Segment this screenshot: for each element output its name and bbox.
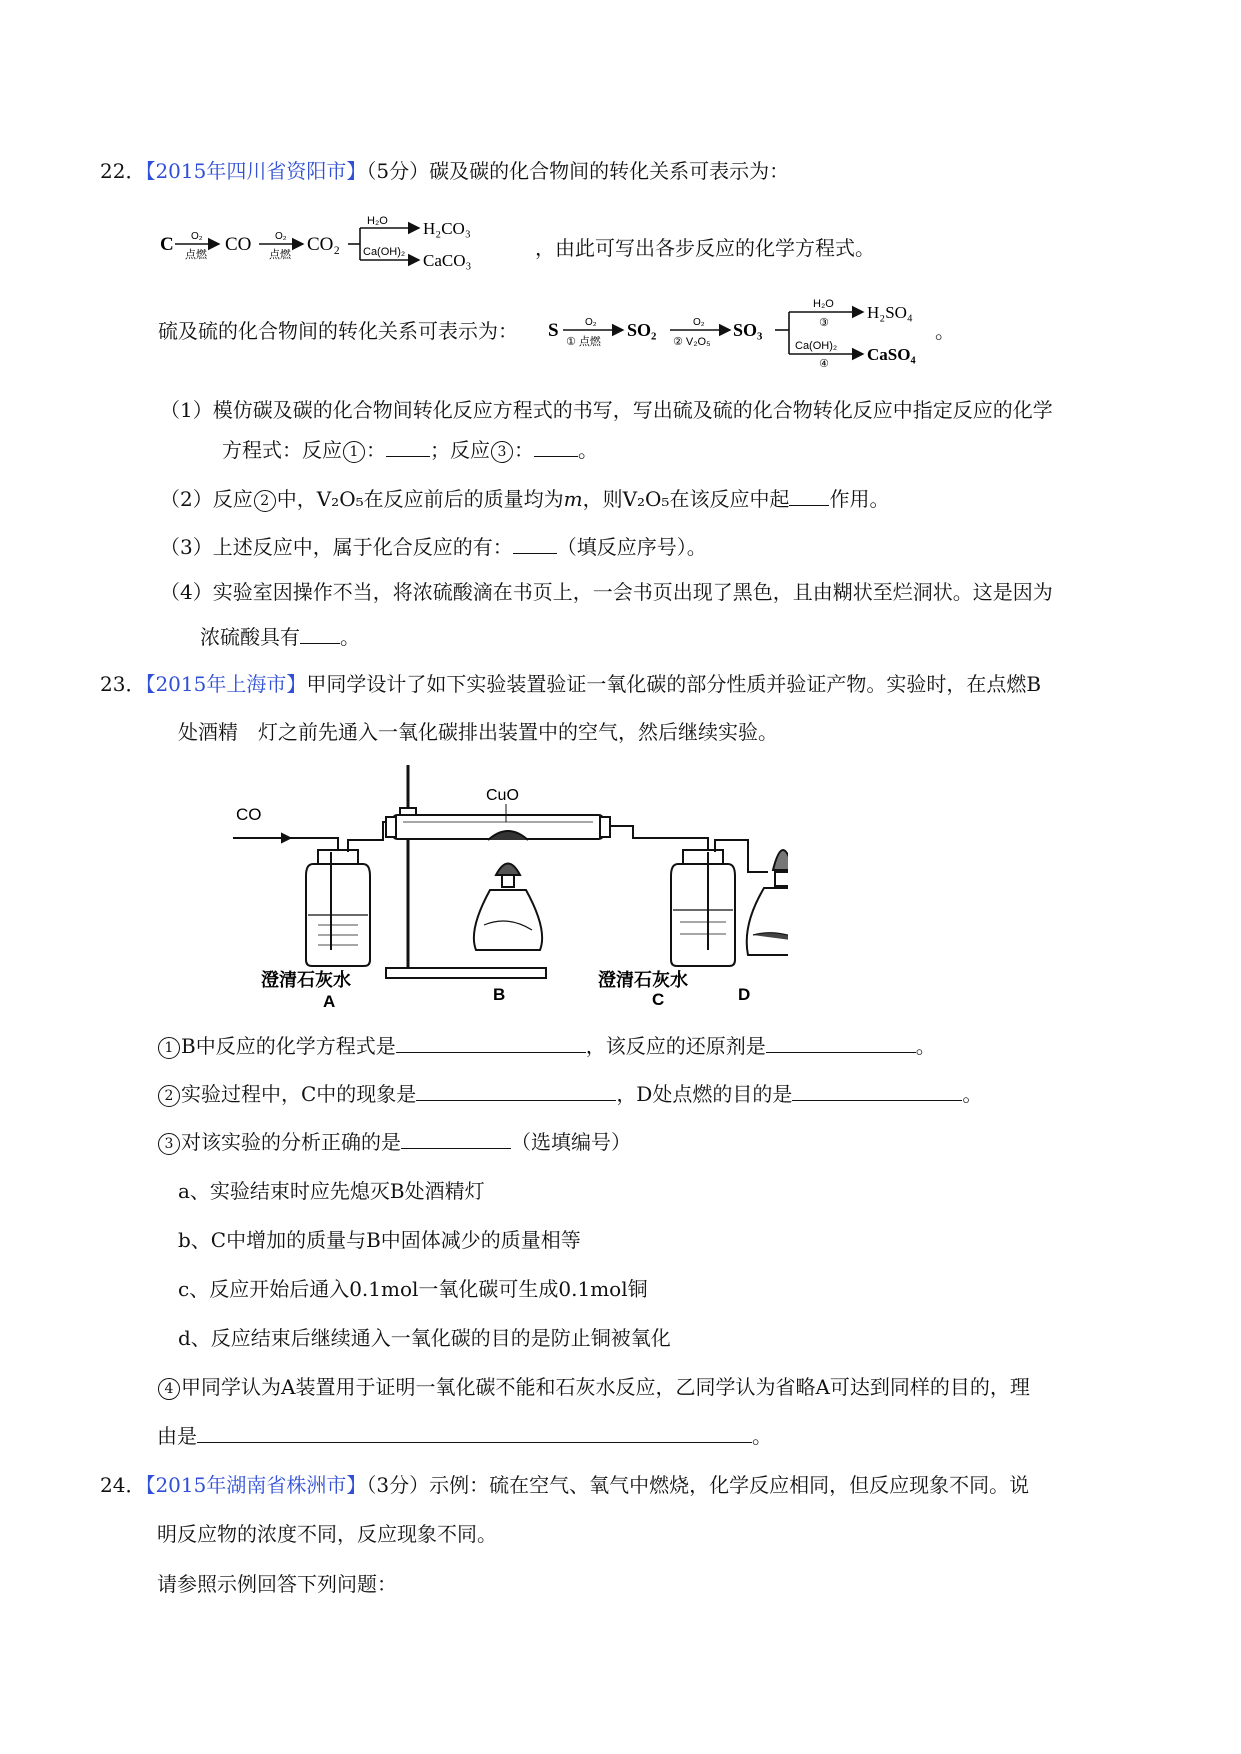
bottle-c	[671, 864, 735, 966]
q22-heading	[100, 157, 789, 185]
circle-num: 1	[343, 441, 365, 463]
sulfur-o2-b: O₂	[693, 317, 705, 328]
bottle-a-stopper	[318, 850, 358, 864]
o2-label-a: O₂	[191, 231, 203, 242]
q23-s4-line1: 4 甲同学认为A装置用于证明一氧化碳不能和石灰水反应，乙同学认为省略A可达到同样的目的，理	[157, 1373, 1030, 1401]
answer-blank	[386, 436, 430, 457]
inlet-tube	[290, 838, 338, 850]
sulfur-so3-label: SO₃	[733, 320, 763, 340]
limewater-c-label: 澄清石灰水	[598, 970, 688, 990]
q22-p3: （3）上述反应中，属于化合反应的有： （填反应序号）。	[160, 535, 707, 559]
label-b: B	[493, 985, 506, 1004]
q23-option-c: c、反应开始后通入0.1mol一氧化碳可生成0.1mol铜	[178, 1277, 648, 1301]
carbon-co2-label: CO₂	[307, 234, 341, 255]
fire-label-b: 点燃	[269, 249, 291, 261]
answer-blank	[300, 623, 340, 644]
circle-num: 3	[158, 1133, 180, 1155]
q22-p4-line1: （4）实验室因操作不当，将浓硫酸滴在书页上，一会书页出现了黑色，且由糊状至烂洞状。这是因为	[160, 580, 1053, 604]
q23-option-a: a、实验结束时应先熄灭B处酒精灯	[178, 1179, 485, 1203]
q22-p1-line2: 方程式：反应 1 ： ；反应 3 ： 。	[222, 438, 598, 462]
q24-source: 【2015年湖南省株洲市】	[145, 1473, 367, 1497]
q23-heading: 23．【2015年上海市】甲同学设计了如下实验装置验证一氧化碳的部分性质并验证产物。实验时，在点燃B	[100, 672, 1042, 696]
q22-p2: （2）反应 2 中，V₂O₅在反应前后的质量均为m，则V₂O₅在该反应中起 作用。	[160, 487, 890, 511]
carbon-c-label: C	[160, 234, 174, 255]
answer-blank	[401, 1128, 511, 1149]
circle-num: 2	[158, 1085, 180, 1107]
sulfur-mark4: ④	[819, 358, 829, 370]
flame-b	[496, 864, 520, 876]
answer-blank	[513, 533, 557, 554]
q23-option-b: b、C中增加的质量与B中固体减少的质量相等	[178, 1228, 581, 1252]
fire-label-a: 点燃	[185, 249, 207, 261]
answer-blank	[396, 1032, 586, 1053]
answer-blank	[534, 436, 578, 457]
q22-score: （5分）	[366, 159, 430, 183]
q23-option-d: d、反应结束后继续通入一氧化碳的目的是防止铜被氧化	[178, 1326, 671, 1350]
circle-num: 1	[158, 1037, 180, 1059]
o2-label-b: O₂	[275, 231, 287, 242]
carbon-scheme-diagram	[155, 212, 535, 270]
q24-ask: 请参照示例回答下列问题：	[157, 1572, 397, 1596]
answer-blank	[789, 485, 829, 506]
answer-blank	[197, 1422, 752, 1443]
label-d: D	[738, 985, 751, 1004]
cuo-label: CuO	[486, 787, 519, 804]
sulfur-cond-a: ① 点燃	[566, 336, 601, 348]
h2co3-label: H₂CO₃	[423, 219, 471, 238]
q24-stem-line2: 明反应物的浓度不同，反应现象不同。	[157, 1522, 497, 1546]
co-label: CO	[236, 805, 262, 824]
sulfur-after: 。	[935, 319, 955, 343]
q22-number: 22．	[100, 159, 146, 183]
label-c: C	[652, 990, 665, 1009]
carbon-co-label: CO	[225, 234, 252, 255]
h2o-label: H₂O	[367, 215, 388, 227]
q23-source: 【2015年上海市】	[145, 672, 307, 696]
caso4-label: CaSO₄	[867, 345, 916, 364]
q23-stem-line2: 处酒精 灯之前先通入一氧化碳排出装置中的空气，然后继续实验。	[178, 720, 778, 744]
sulfur-so2-label: SO₂	[627, 320, 657, 340]
label-a: A	[323, 992, 336, 1010]
q24-heading: 24．【2015年湖南省株洲市】（3分）示例：硫在空气、氧气中燃烧，化学反应相同，但反应现象不同。说	[100, 1473, 1030, 1497]
limewater-a-label: 澄清石灰水	[261, 970, 351, 990]
q23-s3: 3 对该实验的分析正确的是 （选填编号）	[157, 1128, 631, 1156]
sulfur-mark3: ③	[819, 317, 829, 329]
sulfur-caoh2: Ca(OH)₂	[795, 340, 838, 352]
q23-s1: 1 B中反应的化学方程式是 ，该反应的还原剂是 。	[157, 1032, 936, 1060]
circle-num: 3	[491, 441, 513, 463]
sulfur-h2o: H₂O	[813, 298, 834, 310]
q23-s2: 2 实验过程中，C中的现象是 ，D处点燃的目的是 。	[157, 1080, 982, 1108]
flame-d	[773, 850, 788, 870]
burner-d	[747, 888, 788, 955]
apparatus-figure	[228, 760, 788, 1010]
caco3-label: CaCO₃	[423, 251, 472, 270]
carbon-after-text: ，由此可写出各步反应的化学方程式。	[535, 236, 875, 260]
sulfur-intro: 硫及硫的化合物间的转化关系可表示为：	[158, 319, 518, 343]
q22-intro: 碳及碳的化合物间的转化关系可表示为：	[429, 159, 790, 183]
sulfur-o2-a: O₂	[585, 317, 597, 328]
answer-blank	[416, 1080, 616, 1101]
sulfur-scheme-diagram	[545, 290, 940, 370]
answer-blank	[766, 1032, 916, 1053]
q22-p4-line2: 浓硫酸具有 。	[200, 625, 360, 649]
caoh2-label: Ca(OH)₂	[363, 246, 406, 258]
sulfur-cond-b: ② V₂O₅	[673, 336, 711, 348]
answer-blank	[792, 1080, 962, 1101]
circle-num: 4	[158, 1378, 180, 1400]
bottle-c-stopper	[683, 850, 723, 864]
circle-num: 2	[254, 490, 276, 512]
sulfur-s-label: S	[548, 320, 559, 341]
stand-base	[386, 968, 546, 978]
h2so4-label: H₂SO₄	[867, 303, 913, 322]
burner-b	[474, 890, 542, 950]
q22-p1-line1: （1）模仿碳及碳的化合物间转化反应方程式的书写，写出硫及硫的化合物转化反应中指定反应的化学	[160, 398, 1053, 422]
q22-source: 【2015年四川省资阳市】	[145, 159, 367, 183]
q23-s4-line2: 由是 。	[157, 1424, 772, 1448]
